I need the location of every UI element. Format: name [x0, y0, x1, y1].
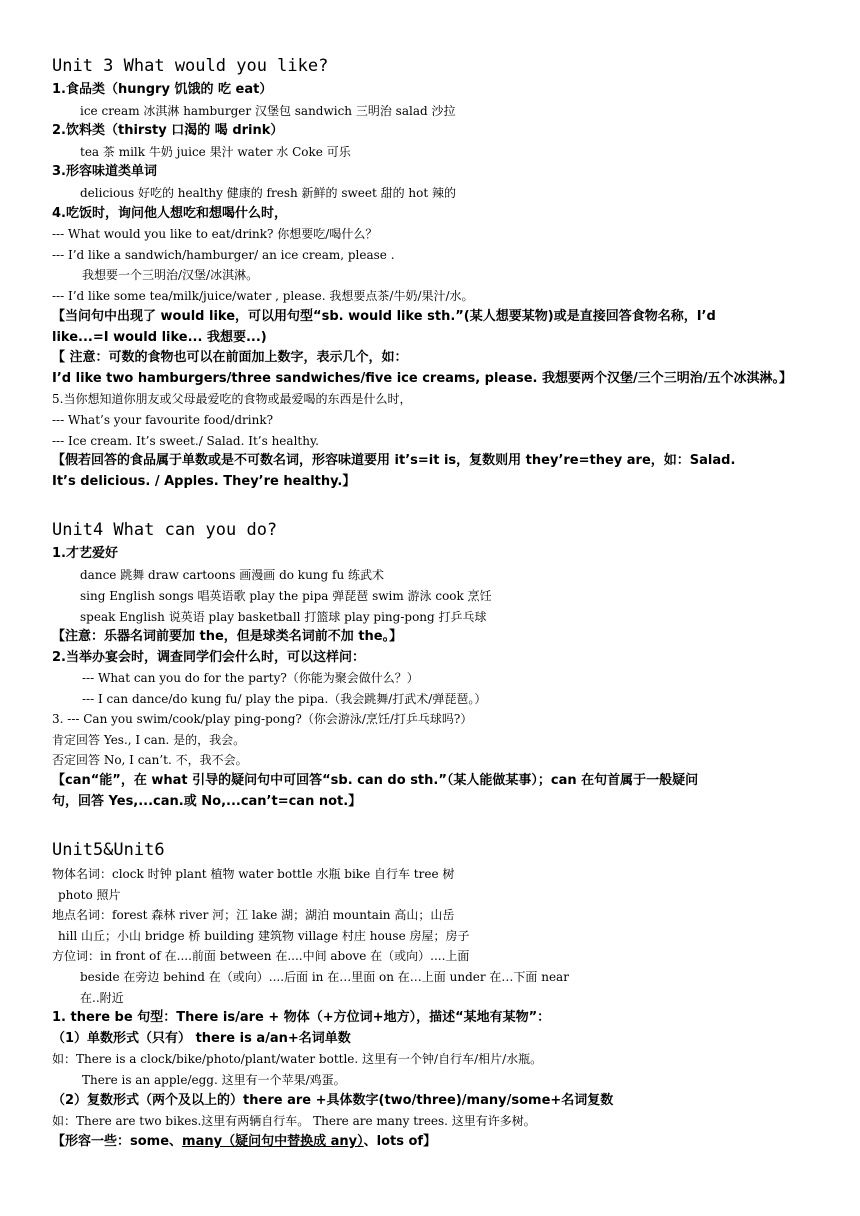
- unit56-note-suffix: 、lots of】: [363, 1134, 437, 1149]
- unit56-heading-there-be: 1. there be 句型：There is/are + 物体（+方位词+地方），描述“某地有某物”：: [52, 1010, 551, 1025]
- unit56-note-prefix: 【形容一些：some、: [52, 1134, 183, 1149]
- unit56-example-1: 如：There is a clock/bike/photo/plant/water bottle. 这里有一个钟/自行车/相片/水瓶。: [52, 1052, 543, 1066]
- unit56-note-some: [52, 1132, 436, 1152]
- unit56-positions-3: 在..附近: [80, 991, 124, 1005]
- unit4-note-the: 【注意：乐器名词前要加 the，但是球类名词前不加 the。】: [52, 629, 403, 644]
- unit3-heading-tastes: 3.形容味道类单词: [52, 164, 157, 179]
- unit3-note-countable-1: 【 注意：可数的食物也可以在前面加上数字，表示几个，如：: [52, 350, 408, 365]
- unit3-note-taste-2: It’s delicious. / Apples. They’re healthy.】: [52, 474, 356, 489]
- unit4-negative: 否定回答 No, I can’t. 不，我不会。: [52, 753, 248, 767]
- unit3-answer-favourite: --- Ice cream. It’s sweet./ Salad. It’s healthy.: [52, 434, 319, 448]
- unit56-note-underlined: many（疑问句中替换成 any）: [182, 1134, 364, 1149]
- unit3-food-list: ice cream 冰淇淋 hamburger 汉堡包 sandwich 三明治 salad 沙拉: [80, 104, 456, 118]
- unit3-drink-list: tea 茶 milk 牛奶 juice 果汁 water 水 Coke 可乐: [80, 145, 351, 159]
- unit4-note-can-2: 句，回答 Yes,...can.或 No,...can’t=can not.】: [52, 794, 362, 809]
- unit56-places-2: hill 山丘；小山 bridge 桥 building 建筑物 village 村庄 house 房屋；房子: [58, 929, 470, 943]
- unit3-heading-food: 1.食品类（hungry 饥饿的 吃 eat）: [52, 82, 273, 97]
- unit56-objects-2: photo 照片: [58, 888, 121, 902]
- unit3-note-would-like-1: 【当问句中出现了 would like，可以用句型“sb. would like sth.”(某人想要某物)或是直接回答食物名称，I’d: [52, 309, 716, 324]
- unit56-heading-plural: （2）复数形式（两个及以上的）there are +具体数字(two/three)/many/some+名词复数: [52, 1093, 614, 1108]
- unit3-note-taste-1: 【假若回答的食品属于单数或是不可数名词，形容味道要用 it’s=it is，复数则用 they’re=they are，如：Salad.: [52, 453, 736, 468]
- unit56-positions-2: beside 在旁边 behind 在（或向）....后面 in 在…里面 on 在…上面 under 在…下面 near: [80, 970, 569, 984]
- unit4-title: Unit4 What can you do?: [52, 520, 278, 540]
- unit56-places-1: 地点名词：forest 森林 river 河；江 lake 湖；湖泊 mountain 高山；山岳: [52, 908, 455, 922]
- unit4-note-can-1: 【can“能”，在 what 引导的疑问句中可回答“sb. can do sth.”（某人能做某事）；can 在句首属于一般疑问: [52, 773, 699, 788]
- unit3-note-would-like-2: like...=I would like... 我想要...): [52, 330, 267, 345]
- unit3-answer-1: --- I’d like a sandwich/hamburger/ an ice cream, please .: [52, 248, 395, 262]
- unit3-heading-drinks: 2.饮料类（thirsty 口渴的 喝 drink）: [52, 123, 284, 138]
- unit56-example-2: There is an apple/egg. 这里有一个苹果/鸡蛋。: [82, 1073, 346, 1087]
- unit3-answer-2: --- I’d like some tea/milk/juice/water , please. 我想要点茶/牛奶/果汁/水。: [52, 289, 474, 303]
- unit4-heading-can: 3. --- Can you swim/cook/play ping-pong?（你会游泳/烹饪/打乒乓球吗?）: [52, 712, 473, 726]
- unit3-heading-asking: 4.吃饭时，询问他人想吃和想喝什么时，: [52, 206, 287, 221]
- unit4-answer-party: --- I can dance/do kung fu/ play the pipa.（我会跳舞/打武术/弹琵琶。）: [82, 692, 487, 706]
- unit4-heading-party: 2.当举办宴会时，调查同学们会什么时，可以这样问：: [52, 650, 365, 665]
- unit4-affirmative: 肯定回答 Yes., I can. 是的，我会。: [52, 733, 246, 747]
- unit4-hobby-row-3: speak English 说英语 play basketball 打篮球 play ping-pong 打乒乓球: [80, 610, 487, 624]
- unit4-hobby-row-1: dance 跳舞 draw cartoons 画漫画 do kung fu 练武术: [80, 568, 385, 582]
- unit56-example-3: 如：There are two bikes.这里有两辆自行车。 There are many trees. 这里有许多树。: [52, 1114, 536, 1128]
- unit3-question-1: --- What would you like to eat/drink? 你想要吃/喝什么？: [52, 227, 378, 241]
- unit3-taste-list: delicious 好吃的 healthy 健康的 fresh 新鲜的 sweet 甜的 hot 辣的: [80, 186, 457, 200]
- unit3-answer-1-cn: 我想要一个三明治/汉堡/冰淇淋。: [82, 268, 259, 282]
- unit3-heading-favourite: 5.当你想知道你朋友或父母最爱吃的食物或最爱喝的东西是什么时，: [52, 392, 412, 406]
- unit4-hobby-row-2: sing English songs 唱英语歌 play the pipa 弹琵琶 swim 游泳 cook 烹饪: [80, 589, 492, 603]
- unit4-question-party: --- What can you do for the party?（你能为聚会做什么？）: [82, 671, 419, 685]
- unit3-title: Unit 3 What would you like?: [52, 56, 329, 76]
- unit56-title: Unit5&Unit6: [52, 840, 165, 860]
- unit56-heading-singular: （1）单数形式（只有） there is a/an+名词单数: [52, 1031, 351, 1046]
- unit3-note-countable-2: I’d like two hamburgers/three sandwiches/five ice creams, please. 我想要两个汉堡/三个三明治/五个冰淇淋。】: [52, 371, 793, 386]
- unit56-objects-1: 物体名词：clock 时钟 plant 植物 water bottle 水瓶 bike 自行车 tree 树: [52, 867, 455, 881]
- unit4-heading-hobbies: 1.才艺爱好: [52, 546, 118, 561]
- unit3-question-favourite: --- What’s your favourite food/drink?: [52, 413, 274, 427]
- unit56-positions-1: 方位词：in front of 在....前面 between 在....中间 above 在（或向）....上面: [52, 949, 470, 963]
